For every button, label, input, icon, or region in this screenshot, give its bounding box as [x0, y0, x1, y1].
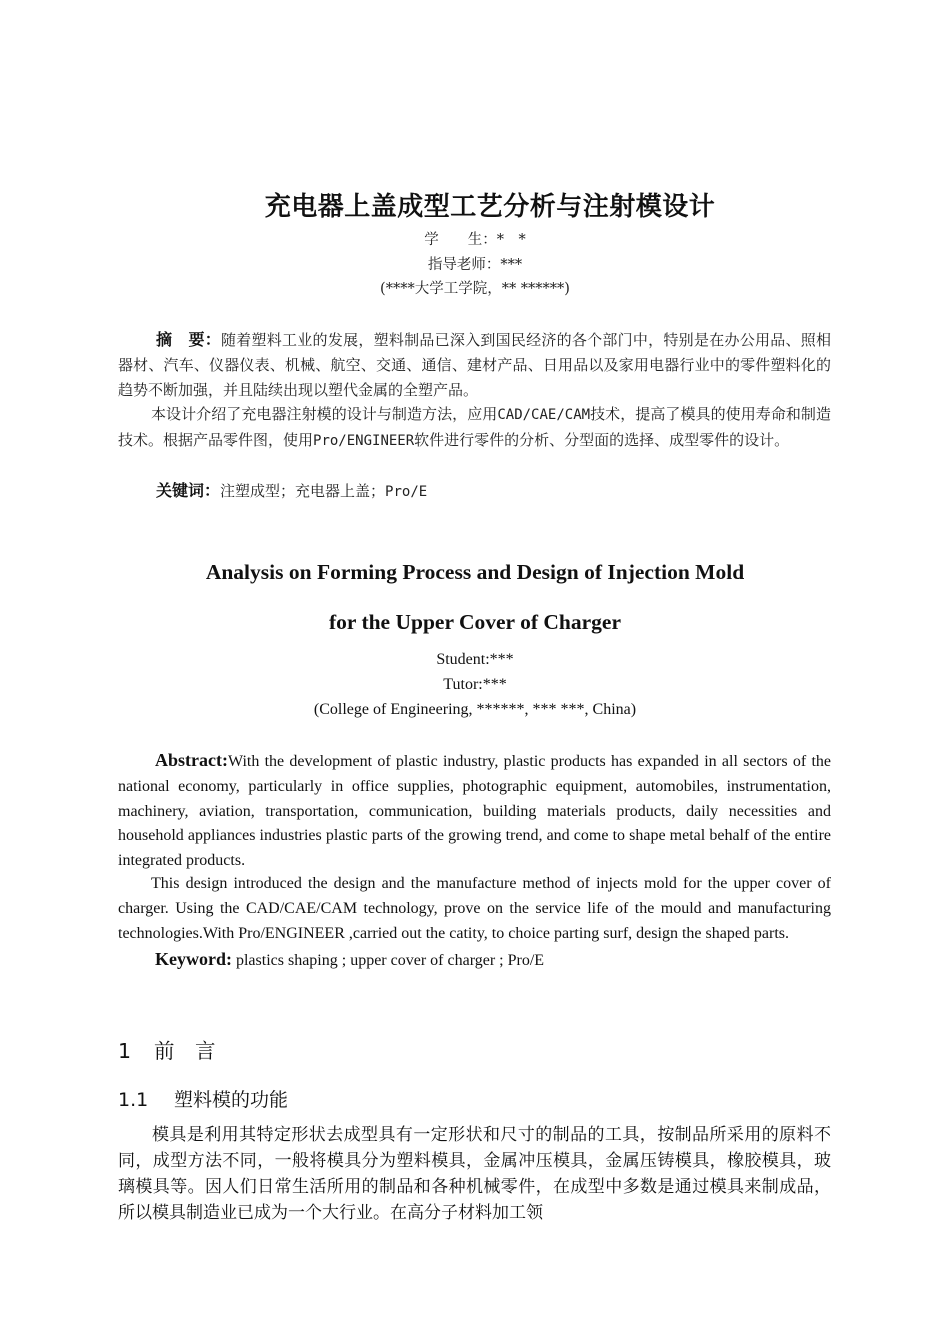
section-1-1-title: 塑料模的功能 [174, 1089, 289, 1111]
chinese-student: 学 生：* * [424, 232, 526, 248]
english-keywords-text: plastics shaping ; upper cover of charger ; Pro/E [231, 952, 545, 969]
english-student: Student:*** [436, 651, 514, 668]
english-abstract-p1 [118, 748, 831, 874]
english-affiliation: (College of Engineering, ******, *** ***, China) [313, 701, 637, 718]
chinese-abstract-label: 摘 要： [156, 330, 222, 349]
chinese-abstract-p1-text: 随着塑料工业的发展，塑料制品已深入到国民经济的各个部门中，特别是在办公用品、照相器材、汽车、仪器仪表、机械、航空、交通、通信、建材产品、日用品以及家用电器行业中的零件塑料化的趋势不断加强，并且陆续出现以塑代金属的全塑产品。 [118, 331, 831, 399]
english-keywords [118, 947, 831, 974]
chinese-abstract-p2-part-c: 软件进行零件的分析、分型面的选择、成型零件的设计。 [414, 431, 790, 449]
chinese-keywords-pro-e: Pro/E [385, 484, 428, 500]
english-abstract-label: Abstract: [155, 750, 228, 770]
english-abstract-p1-text: With the development of plastic industry, plastic products has expanded in all sectors of the national economy, particularly in office supplies, photographic equipment, automobiles, instrumentation, machinery, aviation, transportation, communication, building materials products, daily necessities and household appliances industries plastic parts of the growing trend, and come to shape metal behalf of the entire integrated products. [118, 753, 831, 870]
english-abstract-p2: This design introduced the design and the manufacture method of injects mold for the upper cover of charger. Using the CAD/CAE/CAM technology, prove on the service life of the mould and manufacturing technologies.With Pro/ENGINEER ,carried out the catity, to choice parting surf, design the shaped parts. [118, 875, 831, 942]
chinese-abstract-p2 [118, 402, 831, 454]
chinese-abstract-tech: CAD/CAE/CAM [497, 407, 591, 423]
chinese-affiliation: (****大学工学院，** ******) [380, 281, 570, 297]
chinese-abstract-software: Pro/ENGINEER [313, 433, 415, 449]
chinese-title: 充电器上盖成型工艺分析与注射模设计 [264, 192, 716, 222]
english-tutor: Tutor:*** [443, 676, 507, 693]
english-keywords-label: Keyword: [155, 949, 232, 969]
section-1-1-heading [118, 1085, 288, 1112]
section-1-title: 前 言 [154, 1039, 216, 1063]
chinese-keywords [118, 478, 831, 505]
section-1-1-body: 模具是利用其特定形状去成型具有一定形状和尺寸的制品的工具，按制品所采用的原料不同，成型方法不同，一般将模具分为塑料模具，金属冲压模具，金属压铸模具，橡胶模具，玻璃模具等。因人们日常生活所用的制品和各种机械零件，在成型中多数是通过模具来制成品，所以模具制造业已成为一个大行业。在高分子材料加工领 [118, 1125, 831, 1223]
english-title-line2: for the Upper Cover of Charger [329, 610, 621, 634]
section-1-heading [118, 1034, 216, 1064]
chinese-abstract-p1 [118, 327, 831, 403]
chinese-keywords-text: 注塑成型；充电器上盖； [220, 482, 386, 500]
chinese-tutor: 指导老师：*** [427, 257, 523, 273]
chinese-abstract-p2-part-a: 本设计介绍了充电器注射模的设计与制造方法，应用 [151, 405, 498, 423]
section-1-number: 1 [118, 1039, 132, 1063]
english-title-line1: Analysis on Forming Process and Design of Injection Mold [205, 560, 745, 584]
section-1-1-number: 1.1 [118, 1089, 149, 1111]
chinese-abstract-p2-part-b: 技术，提高了模具的使用寿命和制造技术。根据产品零件图，使用 [118, 405, 831, 449]
chinese-keywords-label: 关键词： [156, 481, 221, 500]
